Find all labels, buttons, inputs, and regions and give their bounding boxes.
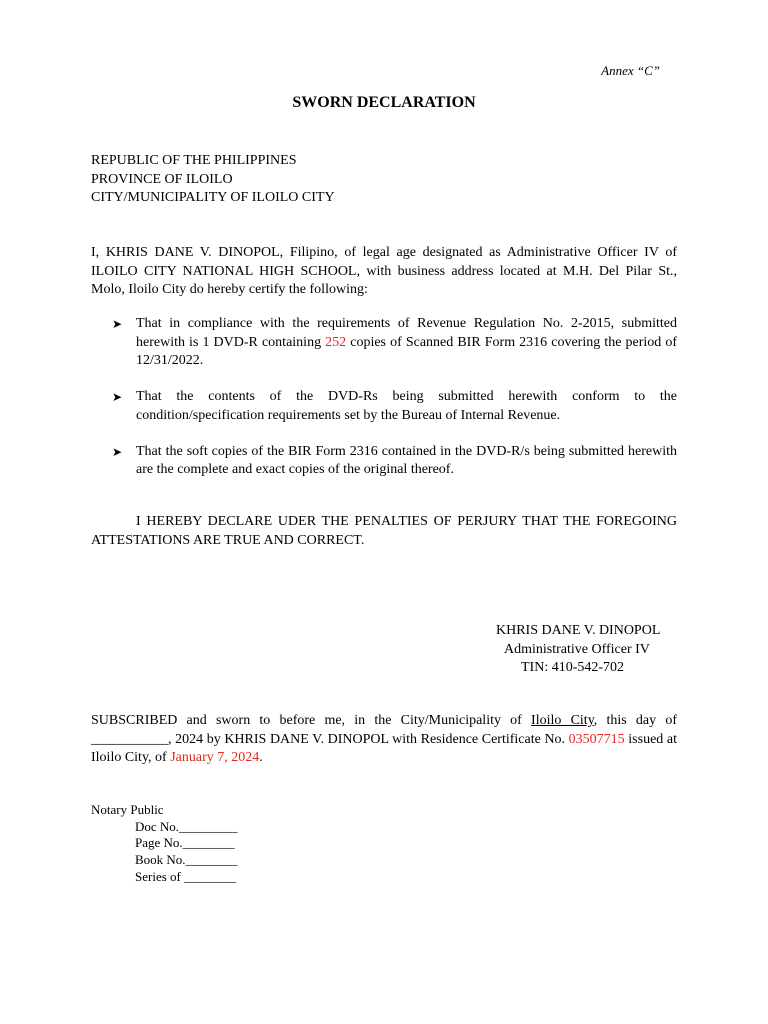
list-item [112, 388, 677, 425]
notary-block [91, 802, 238, 886]
signatory-block [496, 622, 660, 678]
bullet-text-1a: That in compliance with the requirements of Revenue Regulation No. 2-2015, submitted herewith is 1 DVD-R containing [136, 316, 677, 350]
jurat-paragraph [91, 712, 677, 768]
list-item [112, 315, 677, 371]
jurat-city: Iloilo City [531, 713, 594, 728]
bullet-text-2: That the contents of the DVD-Rs being submitted herewith conform to the condition/specification requirements set by the Bureau of Internal Revenue. [136, 389, 677, 423]
venue-city: CITY/MUNICIPALITY OF ILOILO CITY [91, 190, 335, 205]
jurat-text-3: issued at Iloilo City, of [91, 731, 677, 765]
arrow-bullet-icon: ➤ [112, 444, 123, 459]
notary-series: Series of ________ [135, 868, 237, 884]
annex-label: Annex “C” [601, 63, 660, 78]
list-item [112, 443, 677, 480]
certification-list [112, 315, 677, 497]
document-title: SWORN DECLARATION [292, 94, 476, 111]
arrow-bullet-icon: ➤ [112, 390, 123, 404]
notary-doc-no: Doc No._________ [135, 818, 238, 834]
arrow-bullet-icon: ➤ [112, 317, 123, 331]
notary-page-no: Page No.________ [135, 835, 235, 851]
cert-issue-date: January 7, 2024 [170, 750, 260, 765]
declaration-paragraph [91, 513, 677, 550]
signatory-position: Administrative Officer IV [504, 641, 650, 657]
jurat-text-2: , this day of ___________, 2024 by KHRIS DANE V. DINOPOL with Residence Certificate No. [91, 713, 678, 747]
venue-republic: REPUBLIC OF THE PHILIPPINES [91, 153, 297, 168]
declaration-text: I HEREBY DECLARE UDER THE PENALTIES OF PERJURY THAT THE FOREGOING ATTESTATIONS ARE TRUE AND CORRECT. [91, 514, 677, 548]
bullet-text-1b: copies of Scanned BIR Form 2316 covering the period of 12/31/2022. [136, 334, 678, 368]
notary-label: Notary Public [91, 802, 164, 817]
copies-count: 252 [325, 334, 347, 350]
signatory-tin: TIN: 410-542-702 [521, 660, 625, 675]
jurat-text-1: SUBSCRIBED and sworn to before me, in the City/Municipality of [91, 713, 532, 728]
intro-paragraph: I, KHRIS DANE V. DINOPOL, Filipino, of legal age designated as Administrative Officer IV of ILOILO CITY NATIONAL HIGH SCHOOL, with business address located at M.H. Del Pilar St., Molo, Iloilo City do hereby certify the following: [91, 245, 677, 297]
jurat-text-4: . [259, 750, 263, 765]
residence-cert-number: 03507715 [568, 731, 625, 747]
signatory-name: KHRIS DANE V. DINOPOL [496, 623, 661, 638]
bullet-text-3: That the soft copies of the BIR Form 2316 contained in the DVD-R/s being submitted herewith are the complete and exact copies of the original thereof. [136, 443, 677, 477]
notary-book-no: Book No.________ [135, 852, 238, 868]
venue-block [91, 152, 335, 208]
venue-province: PROVINCE OF ILOILO [91, 171, 233, 187]
